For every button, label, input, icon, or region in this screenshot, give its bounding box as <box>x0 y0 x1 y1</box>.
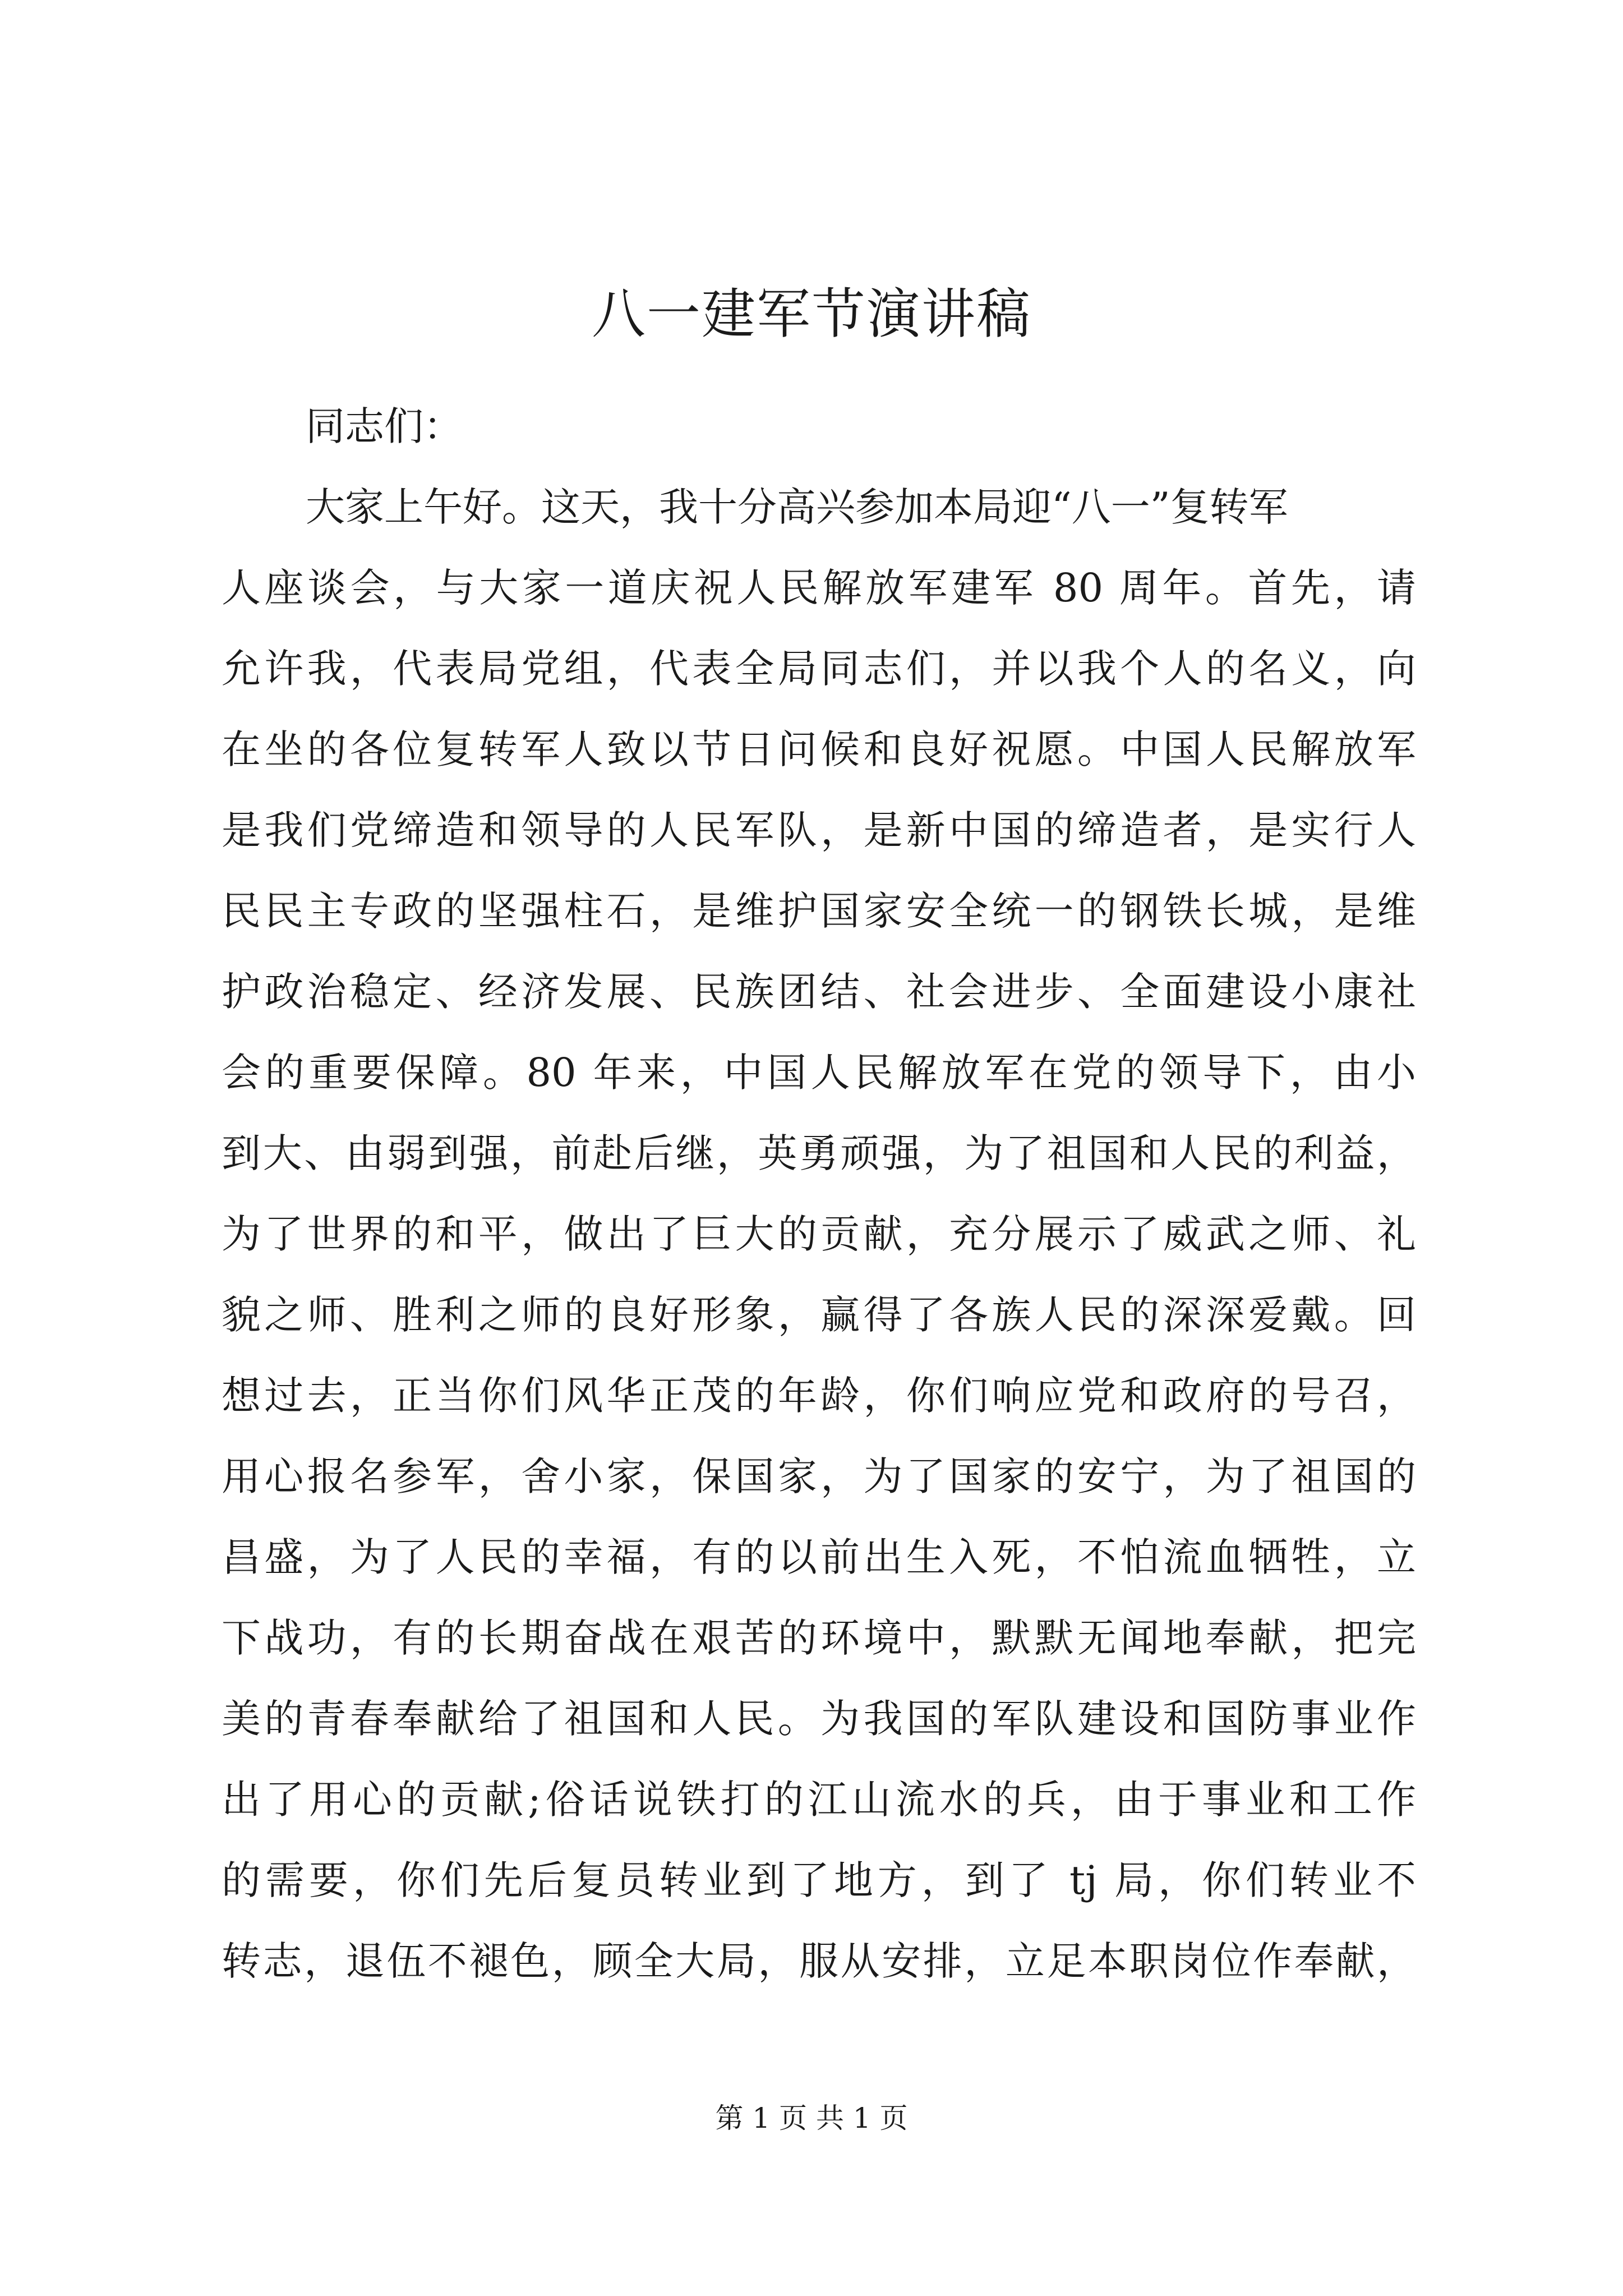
body-line: 大家上午好。这天，我十分高兴参加本局迎“八一”复转军 <box>306 484 1288 530</box>
body-line: 转志，退伍不褪色，顾全大局，服从安排，立足本职岗位作奉献， <box>222 1938 1416 1984</box>
body-line: 允许我，代表局党组，代表全局同志们，并以我个人的名义，向 <box>222 646 1416 692</box>
body-line: 的需要，你们先后复员转业到了地方，到了 tj 局，你们转业不 <box>222 1857 1416 1903</box>
body-line: 想过去，正当你们风华正茂的年龄，你们响应党和政府的号召， <box>222 1373 1416 1419</box>
salutation: 同志们： <box>306 403 463 449</box>
body-line: 出了用心的贡献;俗话说铁打的江山流水的兵，由于事业和工作 <box>222 1777 1416 1823</box>
body-line: 昌盛，为了人民的幸福，有的以前出生入死，不怕流血牺牲，立 <box>222 1534 1416 1580</box>
body-line: 貌之师、胜利之师的良好形象，赢得了各族人民的深深爱戴。回 <box>222 1292 1416 1338</box>
body-line: 护政治稳定、经济发展、民族团结、社会进步、全面建设小康社 <box>222 969 1416 1015</box>
document-title: 八一建军节演讲稿 <box>592 283 1031 346</box>
body-line: 用心报名参军，舍小家，保国家，为了国家的安宁，为了祖国的 <box>222 1453 1416 1499</box>
page-number-footer: 第 1 页 共 1 页 <box>715 2102 908 2134</box>
body-line: 人座谈会，与大家一道庆祝人民解放军建军 80 周年。首先，请 <box>222 565 1416 611</box>
document-body <box>222 386 1416 2001</box>
body-line: 下战功，有的长期奋战在艰苦的环境中，默默无闻地奉献，把完 <box>222 1615 1416 1661</box>
body-line: 民民主专政的坚强柱石，是维护国家安全统一的钢铁长城，是维 <box>222 888 1416 934</box>
body-line: 是我们党缔造和领导的人民军队，是新中国的缔造者，是实行人 <box>222 807 1416 853</box>
body-line: 美的青春奉献给了祖国和人民。为我国的军队建设和国防事业作 <box>222 1696 1416 1742</box>
body-line: 会的重要保障。80 年来，中国人民解放军在党的领导下，由小 <box>222 1050 1416 1096</box>
body-line: 到大、由弱到强，前赴后继，英勇顽强，为了祖国和人民的利益， <box>222 1130 1416 1176</box>
body-line: 在坐的各位复转军人致以节日问候和良好祝愿。中国人民解放军 <box>222 726 1416 772</box>
body-line: 为了世界的和平，做出了巨大的贡献，充分展示了威武之师、礼 <box>222 1211 1416 1257</box>
